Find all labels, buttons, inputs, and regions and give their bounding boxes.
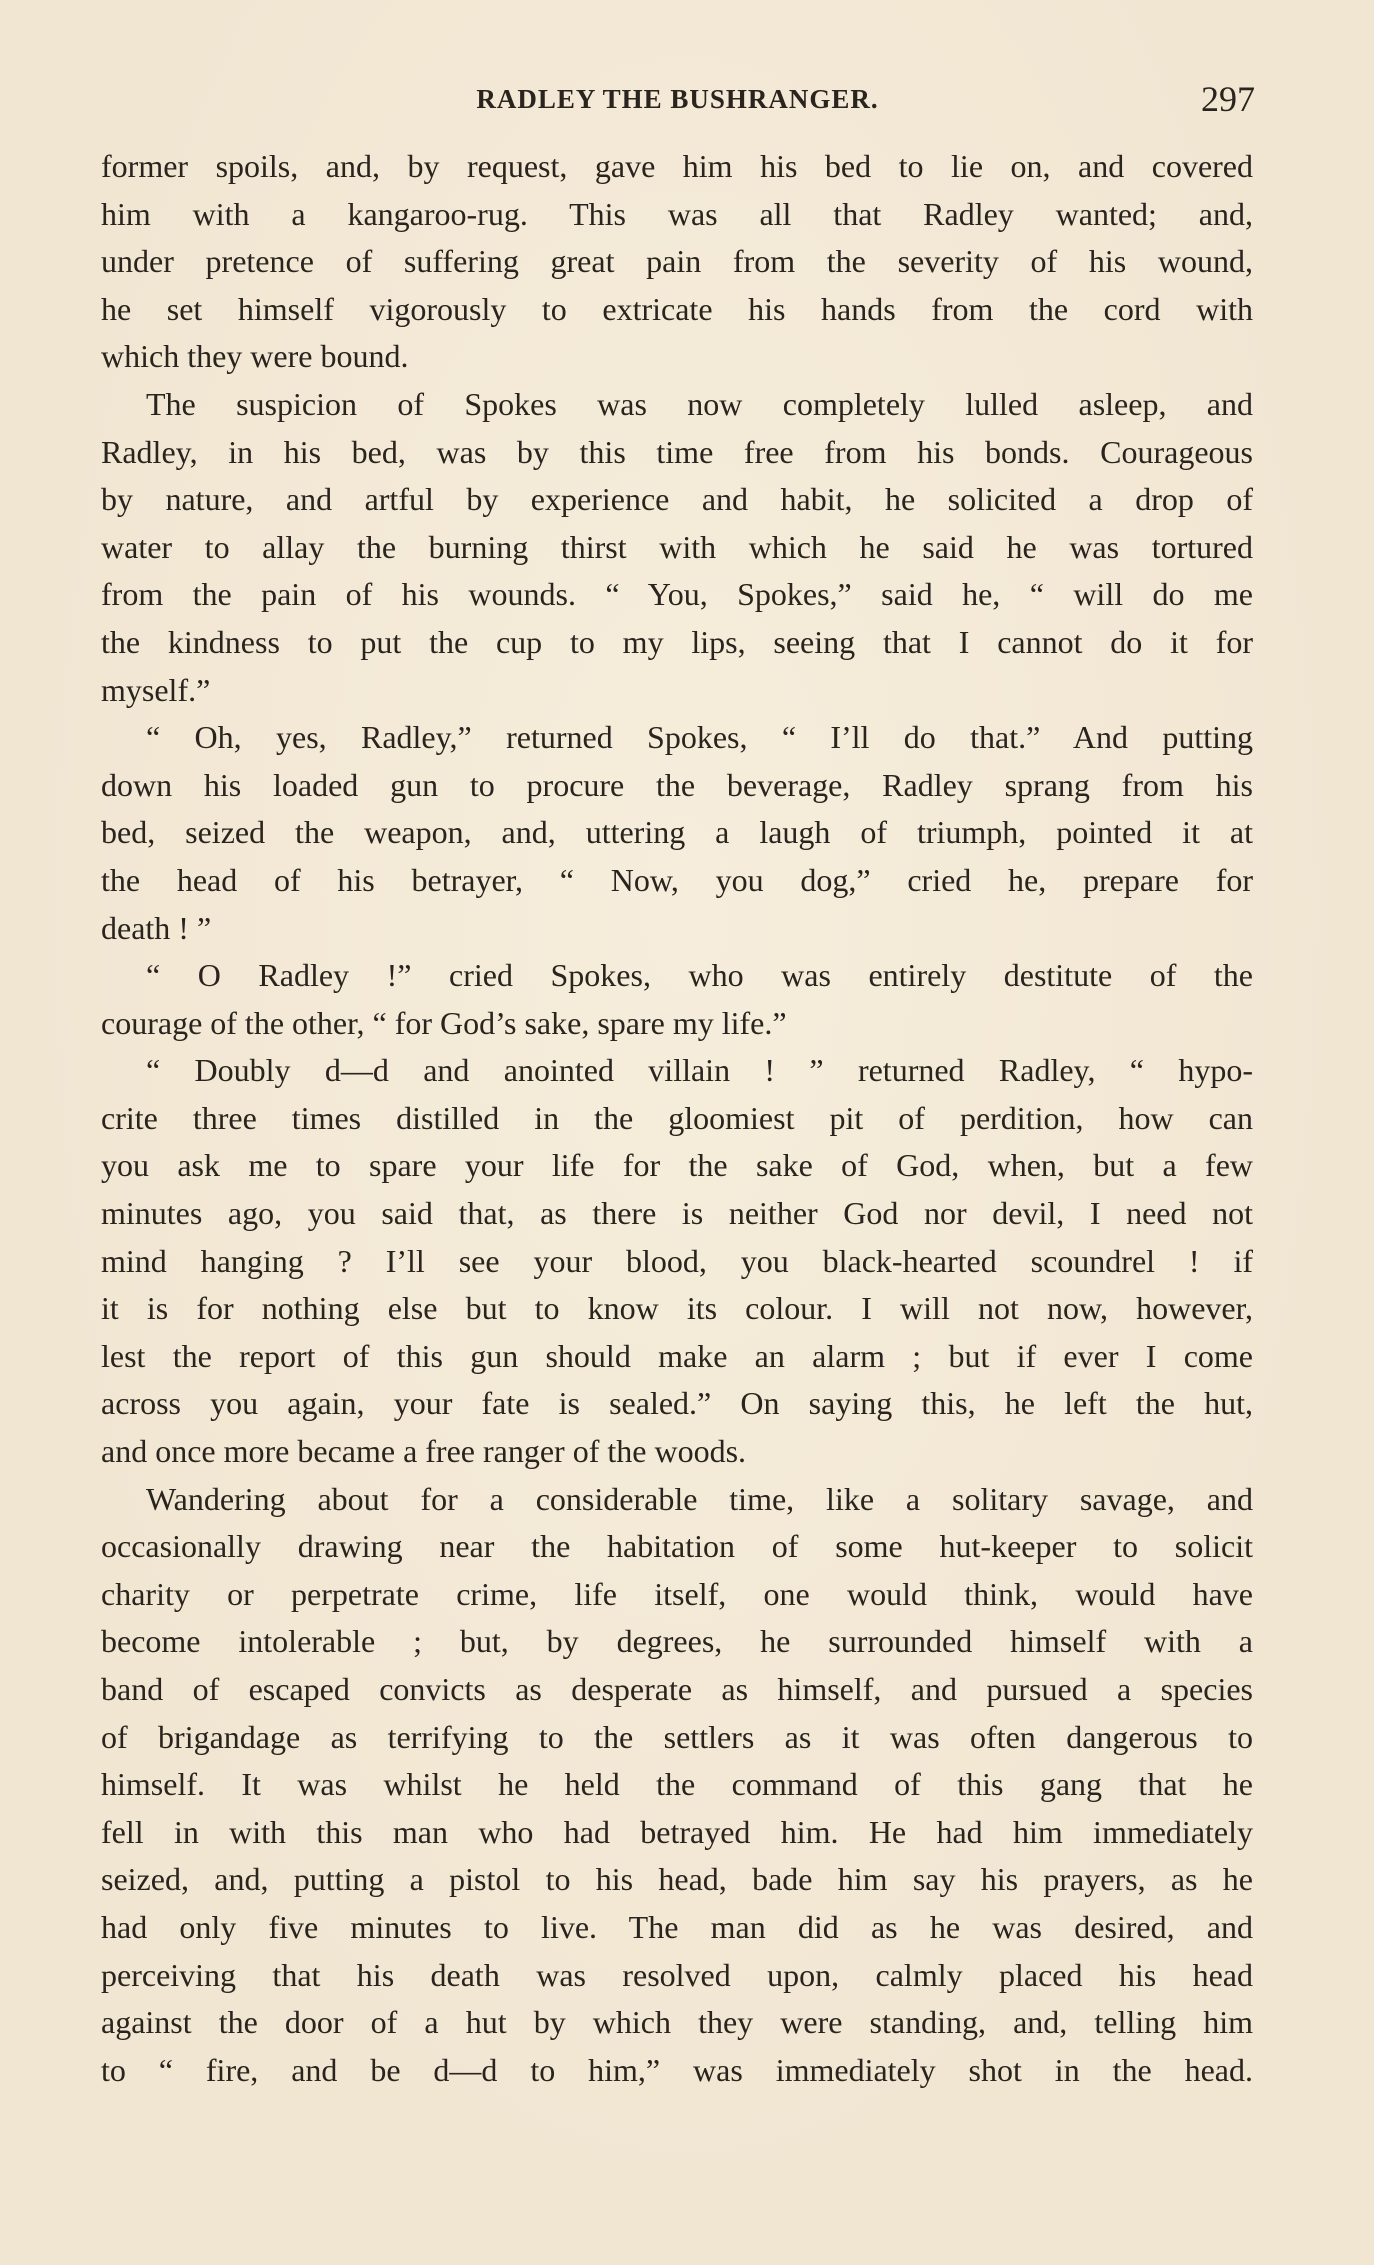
text-line: Wandering about for a considerable time, like a solitary savage, and (146, 1480, 1253, 1517)
text-line: to “ fire, and be d—d to him,” was immediately shot in the head. (101, 2051, 1253, 2088)
text-line: “ Oh, yes, Radley,” returned Spokes, “ I’ll do that.” And putting (146, 719, 1253, 756)
text-line: fell in with this man who had betrayed him. He had him immediately (101, 1813, 1253, 1850)
text-line: “ O Radley !” cried Spokes, who was entirely destitute of the (146, 957, 1253, 994)
text-line: the head of his betrayer, “ Now, you dog,” cried he, prepare for (101, 861, 1253, 898)
text-line: water to allay the burning thirst with which he said he was tortured (101, 528, 1253, 565)
text-line: crite three times distilled in the gloomiest pit of perdition, how can (101, 1099, 1253, 1136)
text-body (101, 143, 1253, 2094)
running-title: RADLEY THE BUSHRANGER. (476, 84, 879, 114)
text-line: of brigandage as terrifying to the settlers as it was often dangerous to (101, 1718, 1253, 1755)
text-line: former spoils, and, by request, gave him his bed to lie on, and covered (101, 148, 1253, 184)
text-line: which they were bound. (101, 338, 409, 375)
text-line: against the door of a hut by which they were standing, and, telling him (101, 2004, 1253, 2041)
text-line: lest the report of this gun should make an alarm ; but if ever I come (101, 1337, 1253, 1374)
text-line: “ Doubly d—d and anointed villain ! ” returned Radley, “ hypo- (146, 1052, 1253, 1089)
text-line: had only five minutes to live. The man did as he was desired, and (101, 1908, 1253, 1945)
text-line: it is for nothing else but to know its colour. I will not now, however, (101, 1290, 1253, 1327)
text-line: and once more became a free ranger of the woods. (101, 1433, 747, 1470)
text-line: become intolerable ; but, by degrees, he surrounded himself with a (101, 1623, 1253, 1660)
text-line: seized, and, putting a pistol to his head, bade him say his prayers, as he (101, 1861, 1253, 1898)
text-line: across you again, your fate is sealed.” On saying this, he left the hut, (101, 1385, 1253, 1422)
text-line: mind hanging ? I’ll see your blood, you black-hearted scoundrel ! if (101, 1242, 1253, 1279)
text-line: down his loaded gun to procure the beverage, Radley sprang from his (101, 766, 1253, 803)
text-line: by nature, and artful by experience and habit, he solicited a drop of (101, 481, 1253, 518)
page-number: 297 (1201, 79, 1255, 119)
text-line: charity or perpetrate crime, life itself, one would think, would have (101, 1575, 1253, 1612)
text-line: occasionally drawing near the habitation of some hut-keeper to solicit (101, 1528, 1253, 1565)
text-line: the kindness to put the cup to my lips, seeing that I cannot do it for (101, 623, 1253, 660)
text-line: band of escaped convicts as desperate as himself, and pursued a species (101, 1671, 1253, 1707)
text-line: him with a kangaroo-rug. This was all that Radley wanted; and, (101, 195, 1253, 232)
text-line: himself. It was whilst he held the command of this gang that he (101, 1766, 1253, 1803)
text-line: bed, seized the weapon, and, uttering a laugh of triumph, pointed it at (101, 814, 1253, 851)
text-line: courage of the other, “ for God’s sake, spare my life.” (101, 1004, 787, 1041)
text-line: The suspicion of Spokes was now completely lulled asleep, and (146, 385, 1253, 422)
running-head (100, 78, 1255, 118)
text-line: from the pain of his wounds. “ You, Spokes,” said he, “ will do me (101, 576, 1253, 613)
text-line: Radley, in his bed, was by this time free from his bonds. Courageous (101, 433, 1253, 470)
text-line: you ask me to spare your life for the sake of God, when, but a few (101, 1147, 1253, 1184)
text-line: minutes ago, you said that, as there is neither God nor devil, I need not (101, 1195, 1253, 1232)
text-line: under pretence of suffering great pain from the severity of his wound, (101, 243, 1253, 280)
text-line: death ! ” (101, 909, 212, 946)
text-line: he set himself vigorously to extricate his hands from the cord with (101, 290, 1253, 327)
text-line: myself.” (101, 671, 211, 708)
text-line: perceiving that his death was resolved upon, calmly placed his head (101, 1956, 1253, 1993)
